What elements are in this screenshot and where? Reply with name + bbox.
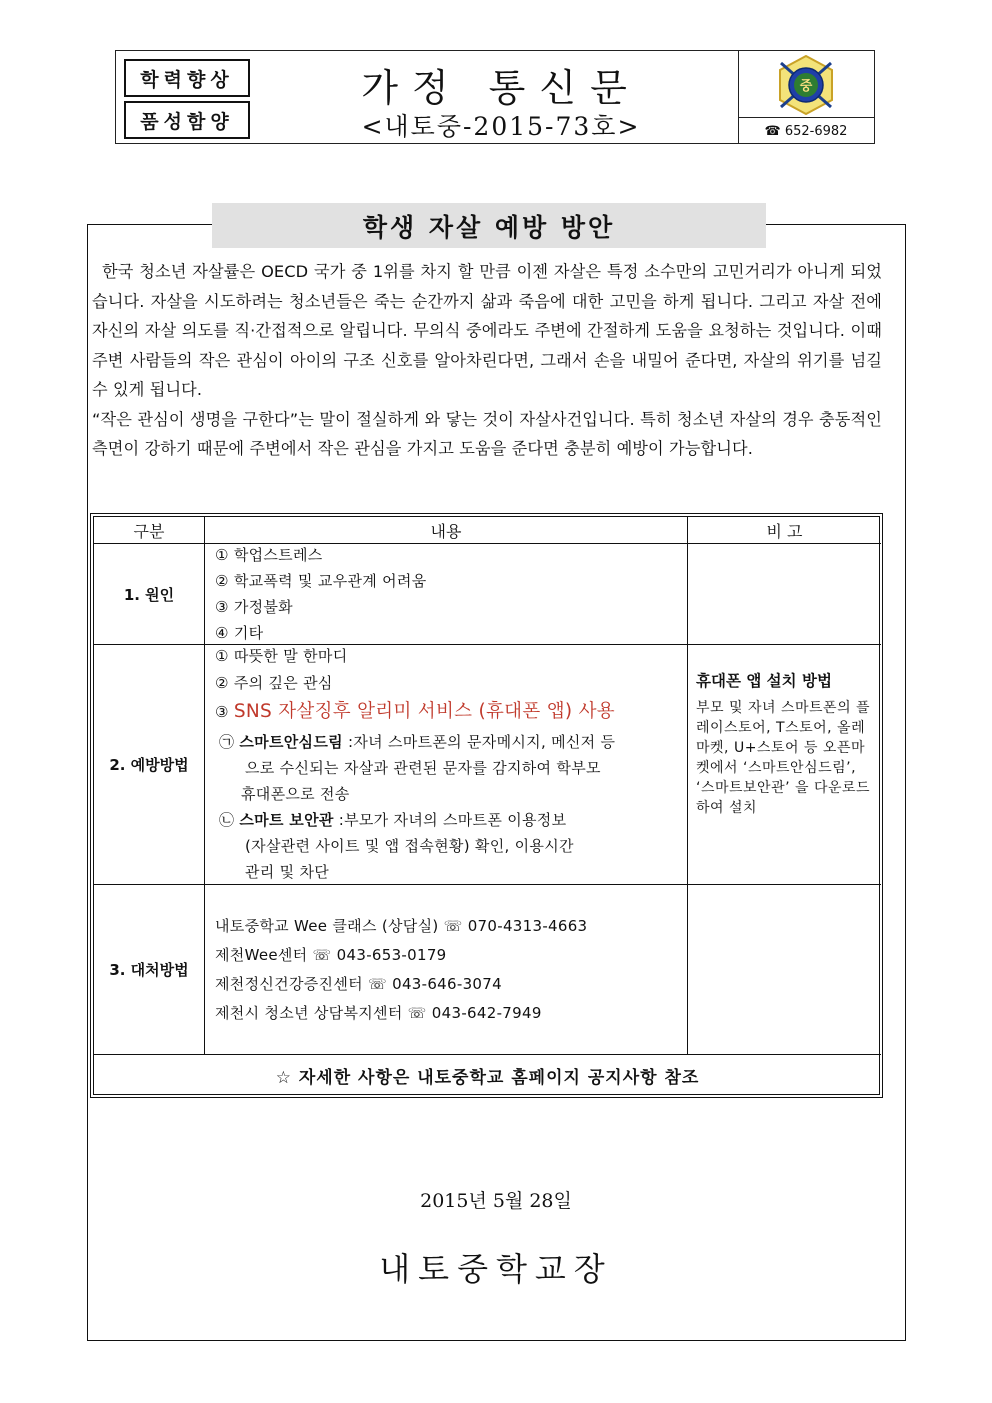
sub-item-line: (자살관련 사이트 및 앱 접속현황) 확인, 이용시간	[245, 837, 574, 855]
row-note-prevention	[688, 645, 881, 885]
table-header-note: 비 고	[688, 517, 881, 544]
issue-number: <내토중-2015-73호>	[361, 112, 641, 141]
item-number: ③	[215, 703, 229, 721]
contact-phone: ☎ 652-6982	[738, 117, 874, 144]
row-note-response	[688, 885, 881, 1055]
svg-text:중: 중	[799, 79, 813, 94]
sub-item-line: 관리 및 차단	[245, 863, 330, 881]
sub-item-name: 스마트 보안관	[239, 811, 334, 829]
intro-paragraph-2: “작은 관심이 생명을 구한다”는 말이 절실하게 와 닿는 것이 자살사건입니다. 특히 청소년 자살의 경우 충동적인 측면이 강하기 때문에 주변에서 작은 관심을 가지고 도움을 준다면 충분히 예방이 가능합니다.	[92, 409, 882, 458]
app-install-desc: 부모 및 자녀 스마트폰의 플레이스토어, T스토어, 올레마켓, U+스토어 등 오픈마켓에서 ‘스마트안심드림’, ‘스마트보안관’ 을 다운로드하여 설치	[696, 700, 871, 816]
row-content-response	[205, 885, 688, 1055]
newsletter-title: 가정 통신문	[361, 66, 641, 110]
sub-item-desc: :부모가 자녀의 스마트폰 이용정보	[338, 811, 567, 829]
row-label-cause: 1. 원인	[94, 544, 205, 645]
list-item: ③ 가정불화	[215, 598, 293, 616]
contact-item: 제천시 청소년 상담복지센터 ☏ 043-642-7949	[215, 1004, 542, 1022]
row-label-response: 3. 대처방법	[94, 885, 205, 1055]
list-item: ② 학교폭력 및 교우관계 어려움	[215, 572, 427, 590]
contact-item: 내토중학교 Wee 클래스 (상담실) ☏ 070-4313-4663	[215, 917, 588, 935]
intro-text	[92, 257, 882, 464]
school-logo-icon	[771, 55, 841, 115]
app-install-title: 휴대폰 앱 설치 방법	[696, 672, 832, 690]
newsletter-header	[115, 50, 875, 144]
sub-item-line: 으로 수신되는 자살과 관련된 문자를 감지하여 학부모	[245, 759, 601, 777]
sub-item-name: 스마트안심드림	[239, 733, 343, 751]
slogan-box-2: 품성함양	[124, 101, 250, 139]
sub-item-desc: :자녀 스마트폰의 문자메시지, 메신저 등	[348, 733, 616, 751]
row-content-prevention	[205, 645, 688, 885]
contact-item: 제천Wee센터 ☏ 043-653-0179	[215, 946, 447, 964]
row-note-cause	[688, 544, 881, 645]
row-content-cause	[205, 544, 688, 645]
list-item: ④ 기타	[215, 624, 264, 642]
sub-item-mark: ㉠	[219, 733, 235, 751]
sub-item-smart-guard	[219, 809, 566, 830]
sub-item-smart-dream	[219, 731, 615, 752]
slogan-box-1: 학력향상	[124, 59, 250, 97]
row-label-prevention: 2. 예방방법	[94, 645, 205, 885]
list-item: ① 따뜻한 말 한마디	[215, 647, 348, 665]
issue-date: 2015년 5월 28일	[420, 1190, 572, 1212]
intro-paragraph-1: 한국 청소년 자살률은 OECD 국가 중 1위를 차지 할 만큼 이젠 자살은 특정 소수만의 고민거리가 아니게 되었습니다. 자살을 시도하려는 청소년들은 죽는 순간까지 삶과 죽음에 대한 고민을 하게 됩니다. 그리고 자살 전에 자신의 자살 의도를 직·간접적으로 알립니다. 무의식 중에라도 주변에 간절하게 도움을 요청하는 것입니다. 이때 주변 사람들의 작은 관심이 아이의 구조 신호를 알아차린다면, 그래서 손을 내밀어 준다면, 자살의 위기를 넘길 수 있게 됩니다.	[92, 262, 882, 399]
list-item: ② 주의 깊은 관심	[215, 674, 333, 692]
list-item: ① 학업스트레스	[215, 546, 323, 564]
table-footer-note: ☆ 자세한 사항은 내토중학교 홈페이지 공지사항 참조	[275, 1068, 700, 1088]
prevention-table	[90, 513, 883, 1098]
table-header-content: 내용	[205, 517, 688, 544]
table-header-category: 구분	[94, 517, 205, 544]
list-item-sns-service	[215, 697, 615, 723]
contact-item: 제천정신건강증진센터 ☏ 043-646-3074	[215, 975, 502, 993]
sub-item-line: 휴대폰으로 전송	[241, 785, 350, 803]
section-title: 학생 자살 예방 방안	[212, 203, 766, 248]
principal-signature: 내토중학교장	[379, 1250, 613, 1288]
sub-item-mark: ㉡	[219, 811, 235, 829]
sns-service-highlight: SNS 자살징후 알리미 서비스 (휴대폰 앱) 사용	[233, 701, 615, 722]
